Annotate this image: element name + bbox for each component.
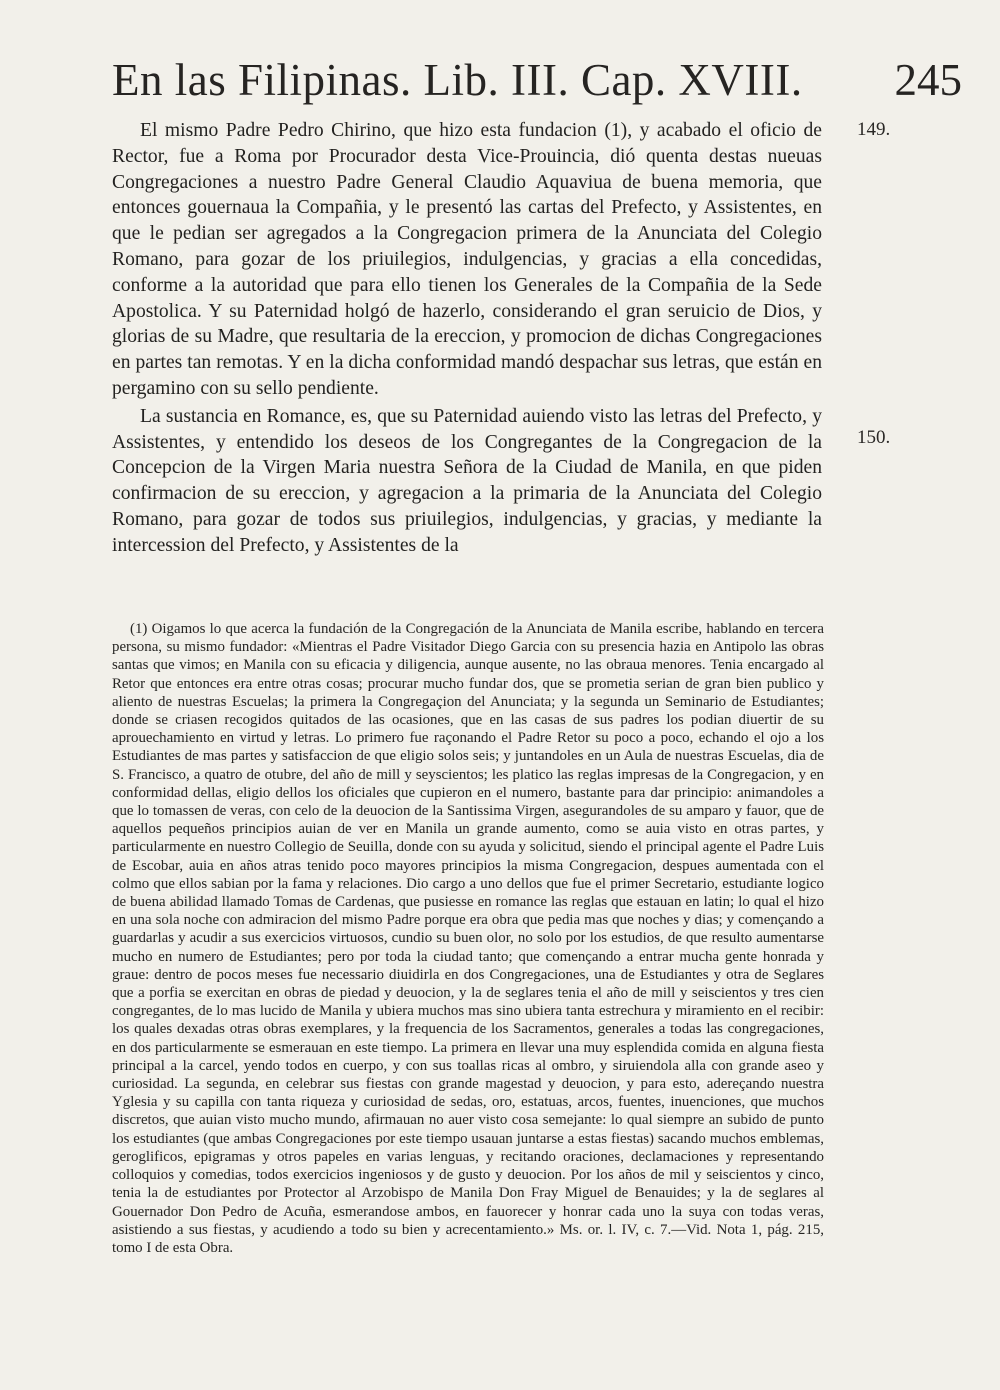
footnote: [112, 620, 824, 1257]
footnote-text: (1) Oigamos lo que acerca la fundación de la Congregación de la Anunciata de Manila escribe, hablando en tercera persona, su mismo fundador: «Mientras el Padre Visitador Diego Garcia con su presencia hazia en Antipolo las obras santas que vimos; en Manila con su eficacia y diligencia, aunque ausente, no las obraua menores. Tenia encargado al Retor que entonces era entre otras cosas; procurar mucho fundar dos, que se prometia serian de gran bien publico y aliento de nuestras Escuelas; la primera la Congregaçion del Anunciata; y la segunda un Seminario de Estudiantes; donde se criasen recogidos quitados de las ocasiones, que en las casas de sus padres los podian diuertir de su aprouechamiento en virtud y letras. Lo primero fue raçonando el Padre Retor su poco a poco, echando el ojo a los Estudiantes de mas partes y satisfaccion de que eligio solos seis; y juntandoles en un Aula de nuestras Escuelas, dia de S. Francisco, a quatro de otubre, del año de mill y seyscientos; les platico las reglas impresas de la Congregacion, y en conformidad dellas, eligio dellos los oficiales que cupieron en el numero, bastante para dar principio: animandoles a que lo tomassen de veras, con celo de la deuocion de la Santissima Virgen, asegurandoles de su amparo y fauor, que de aquellos pequeños principios auian de ver en Manila un grande aumento, como se auia visto en otras partes, y particularmente en nuestro Collegio de Seuilla, donde con su ayuda y solicitud, siendo el principal agente el Padre Luis de Escobar, auia en años atras tenido poco mayores principios la misma Congregacion, despues aumentada con el colmo que ellos sabian por la fama y relaciones. Dio cargo a uno dellos que fue el primer Secretario, estudiante logico de buena abilidad llamado Tomas de Cardenas, que pusiesse en romance las reglas que estauan en latin; lo qual el hizo en una sola noche con admiracion del mismo Padre porque era obra que pedia mas que noches y dias; y començando a guardarlas y acudir a sus exercicios virtuosos, cundio su buen olor, no solo por los estudios, de que resulto aumentarse mucho en numero de Estudiantes; pero por toda la ciudad tanto; que començando a entrar mucha gente honrada y graue: dentro de pocos meses fue necessario diuidirla en dos Congregaciones, una de Estudiantes y otra de Seglares que a porfia se exercitan en obras de piedad y deuocion, y la de seglares tenia el año de mill y seiscientos y tres cien congregantes, de lo mas lucido de Manila y ubiera muchos mas sino ubiera tanta estrechura y miramiento en el recibir: los quales dexadas otras obras exemplares, y la frequencia de los Sacramentos, generales a todas las congregaciones, en dos particularmente se esmerauan en este tiempo. La primera en llevar una muy esplendida comida en alguna fiesta principal a la carcel, yendo todos en cuerpo, y con sus toallas ricas al ombro, y siruiendola alla con grande aseo y curiosidad. La segunda, en celebrar sus fiestas con grande magestad y deuocion, y para esto, adereçando nuestra Yglesia y su capilla con tanta riqueza y curiosidad de sedas, oro, estatuas, arcos, fuentes, inuenciones, que muchos discretos, que auian visto mucho mundo, afirmauan no auer visto cosa semejante: lo qual siempre an subido de punto los estudiantes (que ambas Congregaciones por este tiempo usauan juntarse a estas fiestas) sacando muchos emblemas, geroglificos, epigramas y otros papeles en varias lenguas, y recitando oraciones, declamaciones y representando colloquios y comedias, todos exercicios ingeniosos y de gusto y deuocion. Por los años de mil y seiscientos y cinco, tenia la de estudiantes por Protector al Arzobispo de Manila Don Fray Miguel de Benauides; y la de seglares al Gouernador Don Pedro de Acuña, esmerandose ambos, en fauorecer y honrar cada uno la suya con todas veras, asistiendo a sus fiestas, y acudiendo a todo su bien y acrecentamiento.» Ms. or. l. IV, c. 7.—Vid. Nota 1, pág. 215, tomo I de esta Obra.: [112, 621, 824, 1256]
main-text: [112, 118, 822, 559]
paragraph-150: La sustancia en Romance, es, que su Paternidad auiendo visto las letras del Prefecto, y Assistentes, y entendido los deseos de los Congregantes de la Congregacion de la Concepcion de la Virgen Maria nuestra Señora de la Ciudad de Manila, en que piden confirmacion de su ereccion, y agregacion a la primaria de la Anunciata del Colegio Romano, para gozar de todos sus priuilegios, indulgencias, y gracias, y mediante la intercession del Prefecto, y Assistentes de la: [112, 405, 822, 556]
running-head: En las Filipinas. Lib. III. Cap. XVIII.: [112, 55, 803, 105]
margin-note-150: 150.: [857, 427, 891, 448]
page-header: [112, 54, 962, 114]
paragraph-149: El mismo Padre Pedro Chirino, que hizo esta fundacion (1), y acabado el oficio de Rector, fue a Roma por Procurador desta Vice-Prouincia, dió quenta destas nueuas Congregaciones a nuestro Padre General Claudio Aquaviua de buena memoria, que entonces gouernaua la Compañia, y le presentó las cartas del Prefecto, y Assistentes, en que le pedian ser agregados a la Congregacion primera de la Anunciata del Colegio Romano, para gozar de los priuilegios, indulgencias, y gracias a ella concedidas, conforme a la autoridad que para ello tienen los Generales de la Compañia de la Sede Apostolica. Y su Paternidad holgó de hazerlo, considerando el gran seruicio de Dios, y glorias de su Madre, que resultaria de la ereccion, y promocion de dichas Congregaciones en partes tan remotas. Y en la dicha conformidad mandó despachar sus letras, que están en pergamino con su sello pendiente.: [112, 120, 822, 399]
page-number: 245: [894, 55, 962, 105]
margin-note-149: 149.: [857, 119, 891, 140]
